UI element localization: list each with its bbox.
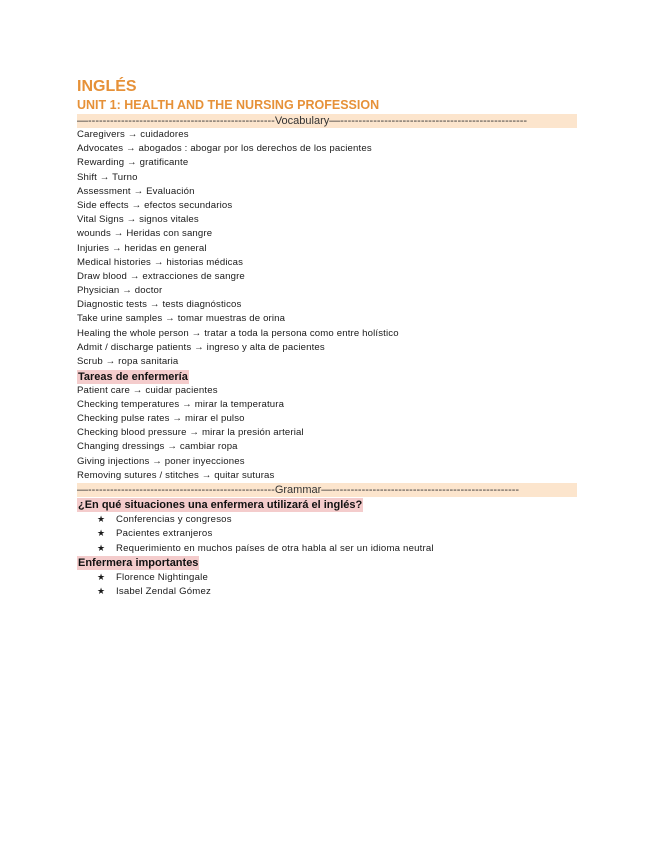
star-bullet-icon: ★ — [97, 542, 106, 553]
situacion-item — [97, 526, 577, 541]
tareas-heading-row — [77, 369, 577, 384]
vocabulary-item: Scrub → ropa sanitaria — [77, 356, 179, 367]
vocabulary-item: wounds → Heridas con sangre — [77, 228, 213, 240]
vocabulary-item: Injuries → heridas en general — [77, 242, 207, 254]
enfermeras-heading: Enfermera importantes — [78, 557, 199, 569]
vocabulary-item: Take urine samples → tomar muestras de orina — [77, 313, 286, 325]
document-subtitle: UNIT 1: HEALTH AND THE NURSING PROFESSION — [77, 98, 380, 112]
enfermera-text: Isabel Zendal Gómez — [116, 586, 211, 597]
star-bullet-icon: ★ — [97, 528, 106, 538]
star-bullet-icon: ★ — [97, 571, 106, 582]
vocabulary-item: Draw blood → extracciones de sangre — [77, 270, 245, 282]
tarea-item: Changing dressings → cambiar ropa — [77, 441, 238, 453]
star-bullet-icon: ★ — [97, 586, 106, 596]
situacion-item — [97, 512, 577, 527]
vocabulary-item: Shift → Turno — [77, 171, 138, 183]
star-bullet-icon: ★ — [97, 513, 106, 524]
situacion-text: Conferencias y congresos — [116, 513, 232, 525]
tarea-item: Checking pulse rates → mirar el pulso — [77, 413, 245, 425]
vocabulary-item: Rewarding → gratificante — [77, 157, 189, 169]
tareas-list — [77, 384, 577, 483]
situacion-text: Requerimiento en muchos países de otra habla al ser un idioma neutral — [116, 542, 434, 554]
vocabulary-item: Admit / discharge patients → ingreso y alta de pacientes — [77, 341, 325, 353]
tarea-item: Patient care → cuidar pacientes — [77, 384, 218, 396]
enfermera-item — [97, 584, 577, 599]
vocabulary-item: Assessment → Evaluación — [77, 185, 195, 197]
enfermeras-list — [77, 570, 577, 599]
vocabulary-list — [77, 128, 577, 369]
vocabulary-separator: —---------------------------------------------------Vocabulary—--------------------------------------------------- — [77, 114, 577, 128]
situaciones-heading-row — [77, 497, 577, 512]
document-page — [77, 78, 577, 599]
tareas-heading: Tareas de enfermería — [78, 371, 188, 384]
situaciones-heading: ¿En qué situaciones una enfermera utilizará el inglés? — [78, 499, 363, 511]
vocabulary-item: Medical histories → historias médicas — [77, 256, 244, 268]
tarea-item: Checking temperatures → mirar la temperatura — [77, 398, 285, 410]
situaciones-list — [77, 512, 577, 556]
enfermera-text: Florence Nightingale — [116, 571, 208, 583]
document-title: INGLÉS — [77, 78, 137, 95]
enfermeras-heading-row — [77, 555, 577, 570]
tarea-item: Giving injections → poner inyecciones — [77, 455, 245, 467]
vocabulary-item: Vital Signs → signos vitales — [77, 214, 199, 226]
enfermera-item — [97, 570, 577, 585]
vocabulary-item: Caregivers → cuidadores — [77, 129, 189, 140]
vocabulary-item: Diagnostic tests → tests diagnósticos — [77, 299, 242, 311]
vocabulary-item: Physician → doctor — [77, 285, 163, 297]
grammar-separator: —---------------------------------------------------Grammar—--------------------------------------------------- — [77, 483, 577, 497]
vocabulary-item: Side effects → efectos secundarios — [77, 199, 233, 211]
tarea-item: Checking blood pressure → mirar la presión arterial — [77, 427, 304, 439]
tarea-item: Removing sutures / stitches → quitar suturas — [77, 469, 275, 481]
situacion-item — [97, 541, 577, 556]
vocabulary-item: Healing the whole person → tratar a toda la persona como entre holístico — [77, 327, 399, 339]
situacion-text: Pacientes extranjeros — [116, 528, 213, 539]
vocabulary-item: Advocates → abogados : abogar por los derechos de los pacientes — [77, 143, 372, 155]
